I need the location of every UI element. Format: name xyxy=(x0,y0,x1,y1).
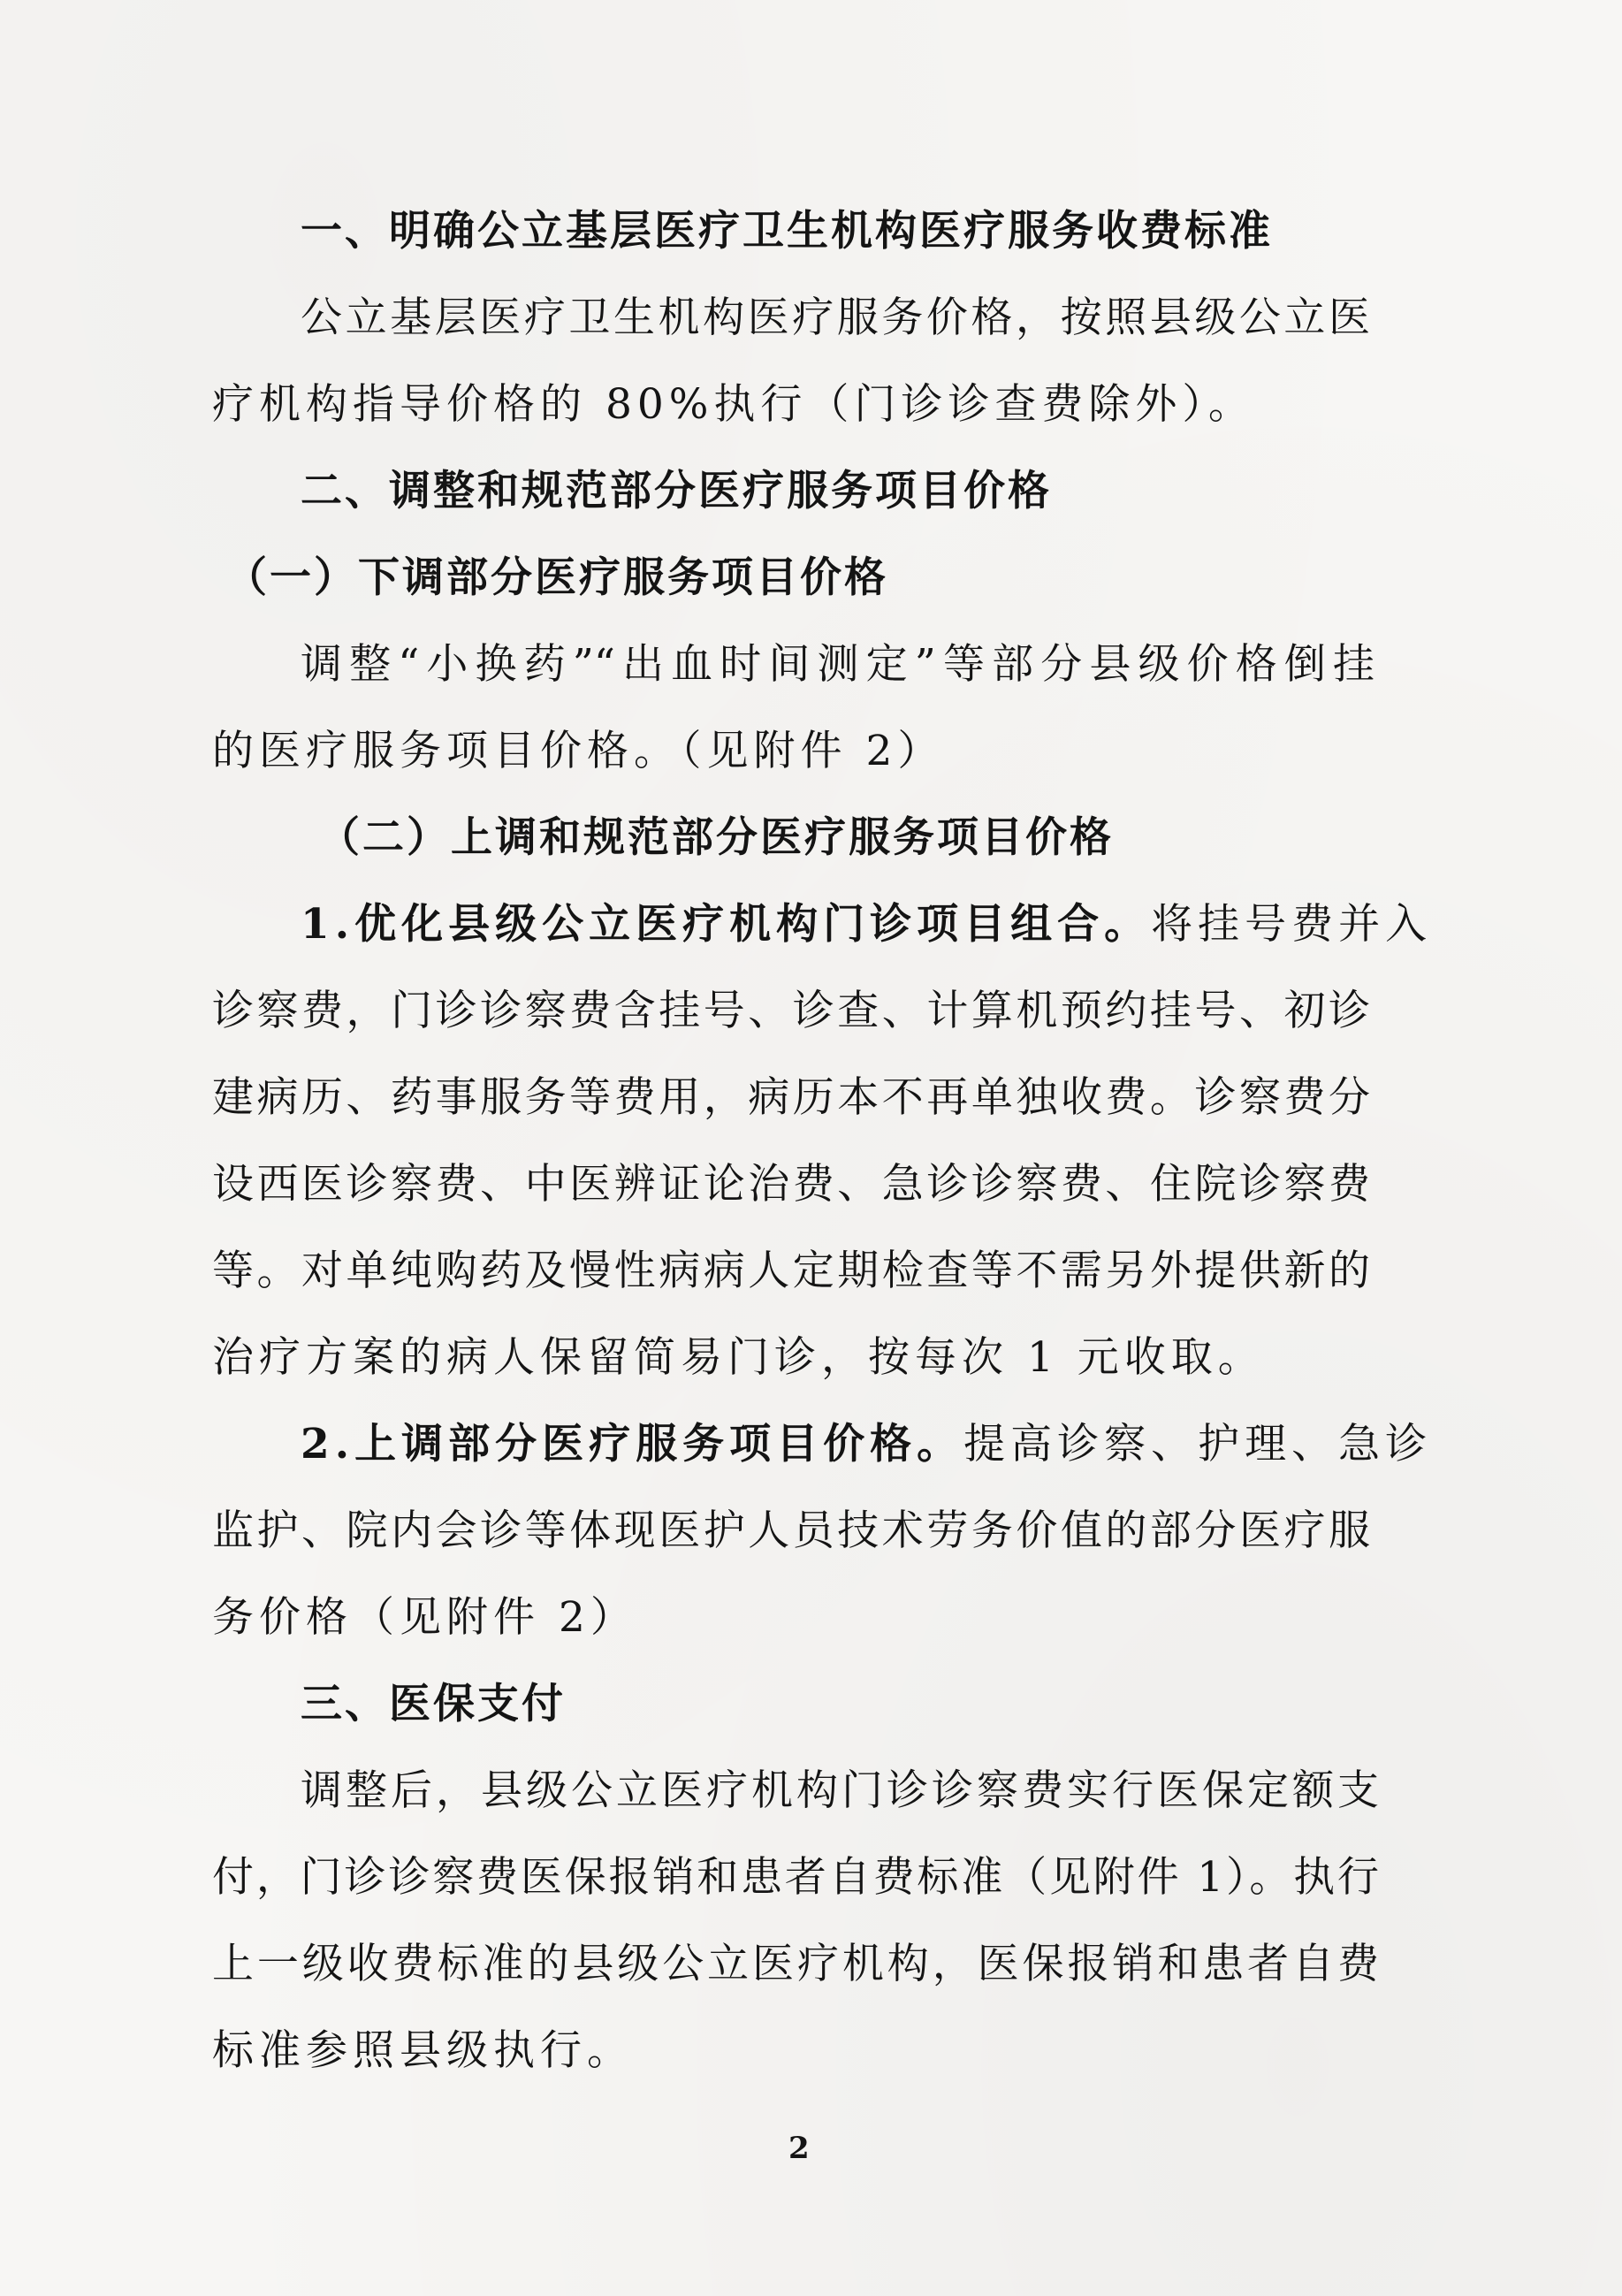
section1-heading: 一、明确公立基层医疗卫生机构医疗服务收费标准 xyxy=(301,207,1273,256)
item1-line1 xyxy=(301,898,1432,951)
page-number: 2 xyxy=(788,2131,810,2166)
item1-line1-rest: 将挂号费并入 xyxy=(1151,900,1433,949)
section2-heading: 二、调整和规范部分医疗服务项目价格 xyxy=(301,467,1052,515)
item1-line4: 设西医诊察费、中医辨证论治费、急诊诊察费、住院诊察费 xyxy=(212,1160,1370,1209)
section3-line2: 付，门诊诊察费医保报销和患者自费标准（见附件 1）。执行 xyxy=(212,1853,1379,1902)
section2-sub1-heading: （一）下调部分医疗服务项目价格 xyxy=(225,553,888,602)
section1-para-line2: 疗机构指导价格的 80%执行（门诊诊查费除外）。 xyxy=(212,380,1255,429)
section3-line3: 上一级收费标准的县级公立医疗机构，医保报销和患者自费 xyxy=(212,1940,1379,1988)
section1-para-line1: 公立基层医疗卫生机构医疗服务价格，按照县级公立医 xyxy=(301,294,1370,342)
item1-line6: 治疗方案的病人保留简易门诊，按每次 1 元收取。 xyxy=(212,1333,1265,1382)
item1-lead: 1.优化县级公立医疗机构门诊项目组合。 xyxy=(301,900,1152,949)
section3-line4: 标准参照县级执行。 xyxy=(212,2026,634,2075)
item2-line1-rest: 提高诊察、护理、急诊 xyxy=(963,1420,1433,1468)
section2-sub2-heading: （二）上调和规范部分医疗服务项目价格 xyxy=(318,813,1114,862)
item1-line3: 建病历、药事服务等费用，病历本不再单独收费。诊察费分 xyxy=(212,1073,1370,1122)
item2-lead: 2.上调部分医疗服务项目价格。 xyxy=(301,1420,964,1468)
item2-line1 xyxy=(301,1418,1432,1471)
section2-sub1-line1: 调整“小换药”“出血时间测定”等部分县级价格倒挂 xyxy=(301,640,1375,689)
section3-heading: 三、医保支付 xyxy=(301,1680,566,1728)
item1-line5: 等。对单纯购药及慢性病病人定期检查等不需另外提供新的 xyxy=(212,1247,1370,1295)
item1-line2: 诊察费，门诊诊察费含挂号、诊查、计算机预约挂号、初诊 xyxy=(212,987,1370,1035)
item2-line3: 务价格（见附件 2） xyxy=(212,1593,637,1642)
section3-line1: 调整后，县级公立医疗机构门诊诊察费实行医保定额支 xyxy=(301,1766,1379,1815)
section2-sub1-line2: 的医疗服务项目价格。（见附件 2） xyxy=(212,727,945,775)
item2-line2: 监护、院内会诊等体现医护人员技术劳务价值的部分医疗服 xyxy=(212,1507,1370,1555)
